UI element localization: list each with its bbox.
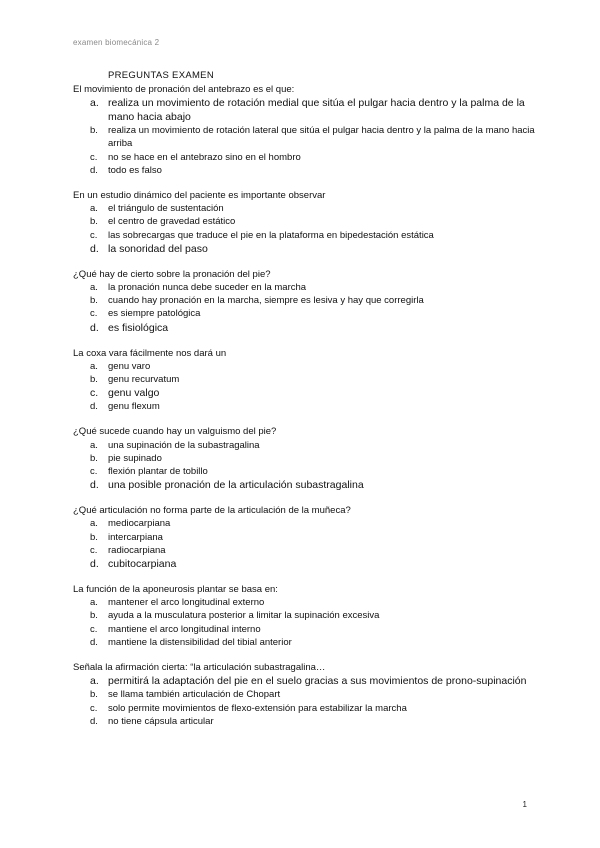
option-list: [73, 596, 543, 649]
question-list: [73, 83, 543, 728]
answer-option: [73, 386, 543, 400]
option-text: pie supinado: [108, 452, 162, 464]
answer-option: [73, 373, 543, 386]
question-text: El movimiento de pronación del antebrazo es el que:: [73, 84, 295, 95]
answer-option: [73, 688, 543, 701]
answer-option: [73, 557, 543, 571]
option-text: no tiene cápsula articular: [108, 715, 214, 727]
option-text: una posible pronación de la articulación subastragalina: [108, 479, 364, 492]
answer-option: [73, 715, 543, 728]
answer-option: [73, 531, 543, 544]
answer-option: [73, 465, 543, 478]
option-letter: c.: [90, 544, 98, 556]
answer-option: [73, 478, 543, 492]
option-list: [73, 674, 543, 728]
option-letter: c.: [90, 623, 98, 635]
question-block: [73, 583, 543, 649]
option-letter: d.: [90, 401, 98, 413]
option-text: es fisiológica: [108, 321, 169, 334]
answer-option: [73, 307, 543, 320]
question-text: La coxa vara fácilmente nos dará un: [73, 347, 227, 359]
question-block: [73, 83, 543, 177]
option-text: genu varo: [108, 360, 151, 372]
option-letter: a.: [90, 282, 98, 294]
option-text: mantiene el arco longitudinal interno: [108, 623, 261, 635]
option-letter: b.: [90, 689, 98, 701]
option-letter: b.: [90, 374, 98, 386]
option-text: permitirá la adaptación del pie en el suelo gracias a sus movimientos de prono-supinación: [108, 675, 527, 688]
option-letter: c.: [90, 308, 98, 320]
question-block: [73, 425, 543, 492]
exam-title: PREGUNTAS EXAMEN: [108, 70, 214, 81]
answer-option: [73, 452, 543, 465]
option-letter: b.: [90, 216, 98, 228]
option-list: [73, 96, 543, 177]
question-block: [73, 268, 543, 335]
option-letter: b.: [90, 452, 98, 464]
answer-option: [73, 202, 543, 215]
option-text: mediocarpiana: [108, 518, 171, 530]
option-text: cuando hay pronación en la marcha, siempre es lesiva y hay que corregirla: [108, 295, 424, 307]
option-text: radiocarpiana: [108, 544, 166, 556]
answer-option: [73, 674, 543, 688]
option-letter: d.: [90, 242, 99, 255]
option-letter: c.: [90, 702, 98, 714]
option-text: genu valgo: [108, 387, 160, 400]
option-text: la sonoridad del paso: [108, 242, 208, 255]
option-text: realiza un movimiento de rotación medial que sitúa el pulgar hacia dentro y la palma de la mano hacia abajo: [108, 97, 525, 124]
option-letter: a.: [90, 675, 99, 688]
option-text: todo es falso: [108, 164, 162, 176]
option-letter: a.: [90, 203, 98, 215]
page-number: 1: [522, 800, 527, 809]
option-text: no se hace en el antebrazo sino en el hombro: [108, 151, 301, 163]
question-text: En un estudio dinámico del paciente es importante observar: [73, 190, 326, 202]
option-list: [73, 202, 543, 256]
option-text: una supinación de la subastragalina: [108, 439, 260, 451]
option-letter: c.: [90, 229, 98, 241]
answer-option: [73, 596, 543, 609]
answer-option: [73, 636, 543, 649]
answer-option: [73, 517, 543, 530]
answer-option: [73, 702, 543, 715]
answer-option: [73, 242, 543, 256]
answer-option: [73, 151, 543, 164]
answer-option: [73, 623, 543, 636]
answer-option: [73, 229, 543, 242]
page-header: examen biomecánica 2: [73, 38, 160, 47]
option-list: [73, 281, 543, 335]
answer-option: [73, 124, 543, 150]
option-letter: a.: [90, 97, 99, 110]
answer-option: [73, 544, 543, 557]
question-text: ¿Qué sucede cuando hay un valguismo del pie?: [73, 426, 277, 438]
option-text: el centro de gravedad estático: [108, 216, 236, 228]
option-letter: b.: [90, 610, 98, 622]
option-letter: c.: [90, 387, 99, 400]
option-text: genu flexum: [108, 401, 160, 413]
question-text: La función de la aponeurosis plantar se basa en:: [73, 584, 278, 596]
exam-content: [73, 70, 543, 740]
option-letter: a.: [90, 439, 98, 451]
answer-option: [73, 439, 543, 452]
option-letter: b.: [90, 295, 98, 307]
answer-option: [73, 215, 543, 228]
answer-option: [73, 294, 543, 307]
option-text: es siempre patológica: [108, 308, 201, 320]
question-block: [73, 189, 543, 256]
answer-option: [73, 609, 543, 622]
option-text: solo permite movimientos de flexo-extensión para estabilizar la marcha: [108, 702, 407, 714]
question-block: [73, 347, 543, 414]
option-list: [73, 360, 543, 414]
option-text: se llama también articulación de Chopart: [108, 689, 281, 701]
option-text: mantener el arco longitudinal externo: [108, 597, 265, 609]
option-letter: b.: [90, 125, 98, 137]
question-block: [73, 661, 543, 728]
option-letter: d.: [90, 321, 99, 334]
option-text: cubitocarpiana: [108, 558, 177, 571]
option-letter: d.: [90, 479, 99, 492]
option-text: la pronación nunca debe suceder en la marcha: [108, 282, 307, 294]
option-text: flexión plantar de tobillo: [108, 466, 208, 478]
answer-option: [73, 400, 543, 413]
option-text: genu recurvatum: [108, 374, 180, 386]
option-letter: a.: [90, 518, 98, 530]
option-text: ayuda a la musculatura posterior a limitar la supinación excesiva: [108, 610, 380, 622]
option-letter: a.: [90, 360, 98, 372]
option-text: mantiene la distensibilidad del tibial anterior: [108, 636, 292, 648]
option-list: [73, 517, 543, 571]
answer-option: [73, 360, 543, 373]
option-list: [73, 439, 543, 493]
question-text: ¿Qué hay de cierto sobre la pronación del pie?: [73, 268, 271, 280]
option-letter: d.: [90, 636, 98, 648]
option-letter: b.: [90, 531, 98, 543]
answer-option: [73, 96, 543, 124]
option-letter: c.: [90, 151, 98, 163]
option-letter: d.: [90, 164, 98, 176]
option-text: intercarpiana: [108, 531, 163, 543]
option-text: el triángulo de sustentación: [108, 203, 224, 215]
answer-option: [73, 164, 543, 177]
question-text: Señala la afirmación cierta: “la articulación subastragalina…: [73, 662, 326, 674]
question-text: ¿Qué articulación no forma parte de la articulación de la muñeca?: [73, 505, 351, 517]
option-letter: c.: [90, 466, 98, 478]
option-letter: d.: [90, 715, 98, 727]
option-letter: a.: [90, 597, 98, 609]
question-block: [73, 504, 543, 571]
answer-option: [73, 281, 543, 294]
option-text: realiza un movimiento de rotación lateral que sitúa el pulgar hacia dentro y la palma de la mano hacia arriba: [108, 125, 535, 150]
option-text: las sobrecargas que traduce el pie en la plataforma en bipedestación estática: [108, 229, 434, 241]
answer-option: [73, 321, 543, 335]
option-letter: d.: [90, 558, 99, 571]
